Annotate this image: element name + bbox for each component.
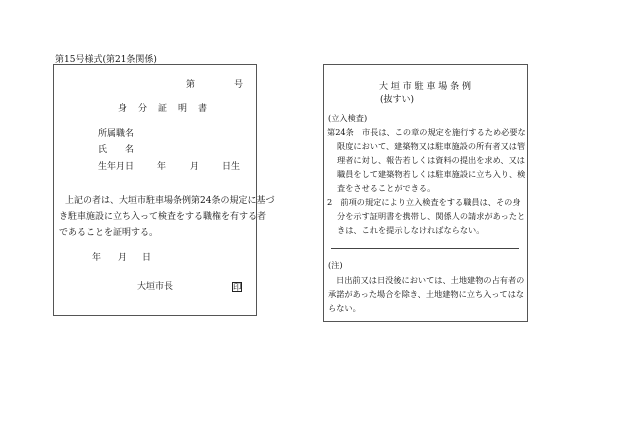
article-line: きは、これを提示しなければならない。 (337, 225, 485, 235)
birth-day-unit: 日生 (222, 162, 241, 172)
article-line: 第24条 市長は、この章の規定を施行するため必要な (327, 127, 526, 137)
article-line: 2 前項の規定により立入検査をする職員は、その身 (327, 197, 521, 207)
identification-certificate-card (53, 64, 257, 316)
issue-date-month: 月 (118, 253, 128, 263)
certificate-number-suffix: 号 (234, 80, 244, 90)
issue-date-year: 年 (92, 253, 102, 263)
field-label-name: 氏 名 (98, 145, 135, 155)
divider-line (331, 248, 519, 249)
certificate-number-prefix: 第 (186, 80, 196, 90)
article-line: 分を示す証明書を携帯し、関係人の請求があったと (337, 211, 526, 221)
note-line: 日出前又は日没後においては、土地建物の占有者の (336, 275, 525, 285)
field-label-affiliation: 所属職名 (98, 129, 135, 139)
issuer-name: 大垣市長 (137, 282, 174, 292)
certificate-body-line: き駐車施設に立ち入って検査をする職権を有する者 (59, 212, 267, 222)
note-line: 承諾があった場合を除き、土地建物に立ち入ってはな (328, 289, 525, 299)
certificate-title: 身 分 証 明 書 (118, 104, 209, 114)
article-line: 理者に対し、報告若しくは資料の提出を求め、又は (337, 155, 525, 165)
section-heading: (立入検査) (328, 113, 368, 123)
certificate-body-line: 上記の者は、大垣市駐車場条例第24条の規定に基づ (65, 196, 275, 206)
article-line: 限度において、建築物又は駐車施設の所有者又は管 (337, 141, 526, 151)
note-heading: (注) (328, 260, 343, 270)
seal-stamp: 印 (233, 283, 242, 293)
excerpt-title: 大 垣 市 駐 車 場 条 例 (379, 82, 472, 92)
article-line: 職員をして建築物若しくは駐車施設に立ち入り、検 (337, 169, 526, 179)
issue-date-day: 日 (142, 253, 152, 263)
field-label-birthdate: 生年月日 (98, 162, 135, 172)
excerpt-subtitle: (抜すい) (380, 95, 415, 105)
birth-year-unit: 年 (157, 162, 167, 172)
note-line: らない。 (328, 303, 361, 313)
form-header: 第15号様式(第21条関係) (55, 55, 157, 65)
certificate-body-line: であることを証明する。 (59, 228, 159, 238)
birth-month-unit: 月 (190, 162, 200, 172)
article-line: 査をさせることができる。 (337, 183, 436, 193)
